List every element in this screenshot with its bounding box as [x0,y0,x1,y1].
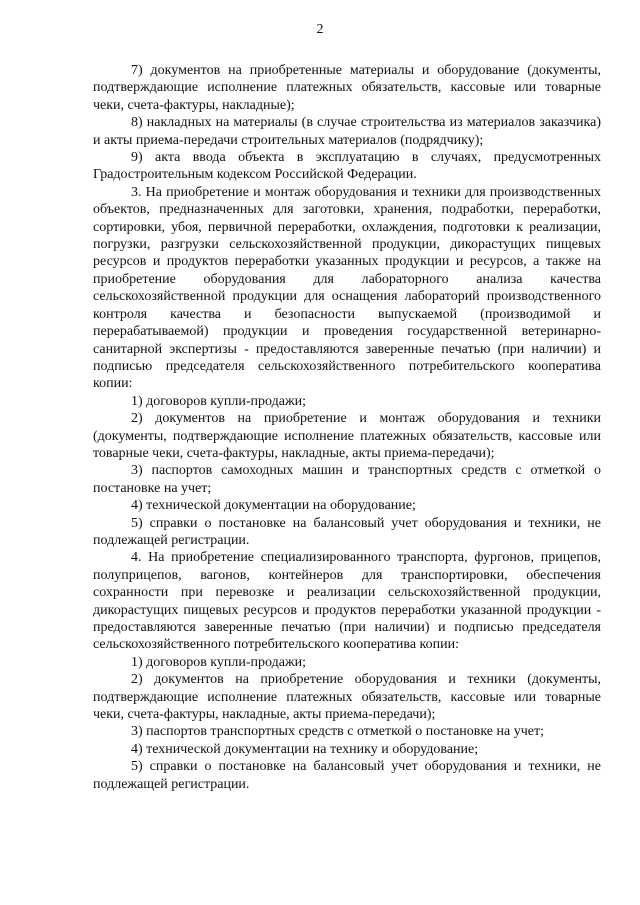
paragraph-item-7-materials-documents: 7) документов на приобретенные материалы и оборудование (документы, подтверждающие исполнение платежных обязательств, кассовые или товарные чеки, счета-фактуры, накладные); [93,63,601,113]
paragraph-section-3-item-5: 5) справки о постановке на балансовый учет оборудования и техники, не подлежащей регистрации. [93,515,601,548]
paragraph-section-3-item-4: 4) технической документации на оборудование; [131,498,416,514]
paragraph-section-3-item-1: 1) договоров купли-продажи; [131,393,307,409]
document-body [93,62,601,793]
page-number: 2 [316,22,324,37]
paragraph-section-3-equipment: 3. На приобретение и монтаж оборудования и техники для производственных объектов, предназначенных для заготовки, хранения, подработки, переработки, сортировки, убоя, первичной переработки, охлаждения, подготовки к реализации, погрузки, разгрузки сельскохозяйственной продукции, дикорастущих пищевых ресурсов и продуктов переработки указанных продукции и ресурсов, а также на приобретение оборудования для лабораторного анализа качества сельскохозяйственной продукции для оснащения лабораторий производственного контроля качества и безопасности выпускаемой (производимой и перерабатываемой) продукции и проведения государственной ветеринарно-санитарной экспертизы - предоставляются заверенные печатью (при наличии) и подписью председателя сельскохозяйственного потребительского кооператива копии: [93,184,601,392]
paragraph-section-3-item-2: 2) документов на приобретение и монтаж оборудования и техники (документы, подтверждающие исполнение платежных обязательств, кассовые или товарные чеки, счета-фактуры, накладные, акты приема-передачи); [93,411,601,461]
paragraph-section-4-item-2: 2) документов на приобретение оборудования и техники (документы, подтверждающие исполнение платежных обязательств, кассовые или товарные чеки, счета-фактуры, накладные, акты приема-передачи); [93,672,601,723]
paragraph-item-9-commissioning-act: 9) акта ввода объекта в эксплуатацию в случаях, предусмотренных Градостроительным кодексом Российской Федерации. [93,150,601,183]
paragraph-section-3-item-3: 3) паспортов самоходных машин и транспортных средств с отметкой о постановке на учет; [93,463,601,496]
paragraph-section-4-transport: 4. На приобретение специализированного транспорта, фургонов, прицепов, полуприцепов, вагонов, контейнеров для транспортировки, обеспечения сохранности при перевозке и реализации сельскохозяйственной продукции, дикорастущих пищевых ресурсов и продуктов переработки указанной продукции - предоставляются заверенные печатью (при наличии) и подписью председателя сельскохозяйственного потребительского кооператива копии: [93,550,601,653]
paragraph-section-4-item-4: 4) технической документации на технику и оборудование; [131,741,479,757]
paragraph-section-4-item-1: 1) договоров купли-продажи; [131,654,307,670]
paragraph-section-4-item-3: 3) паспортов транспортных средств с отметкой о постановке на учет; [131,724,544,740]
paragraph-section-4-item-5: 5) справки о постановке на балансовый учет оборудования и техники, не подлежащей регистрации. [93,759,601,792]
paragraph-item-8-invoices: 8) накладных на материалы (в случае строительства из материалов заказчика) и акты приема-передачи строительных материалов (подрядчику); [93,115,601,148]
